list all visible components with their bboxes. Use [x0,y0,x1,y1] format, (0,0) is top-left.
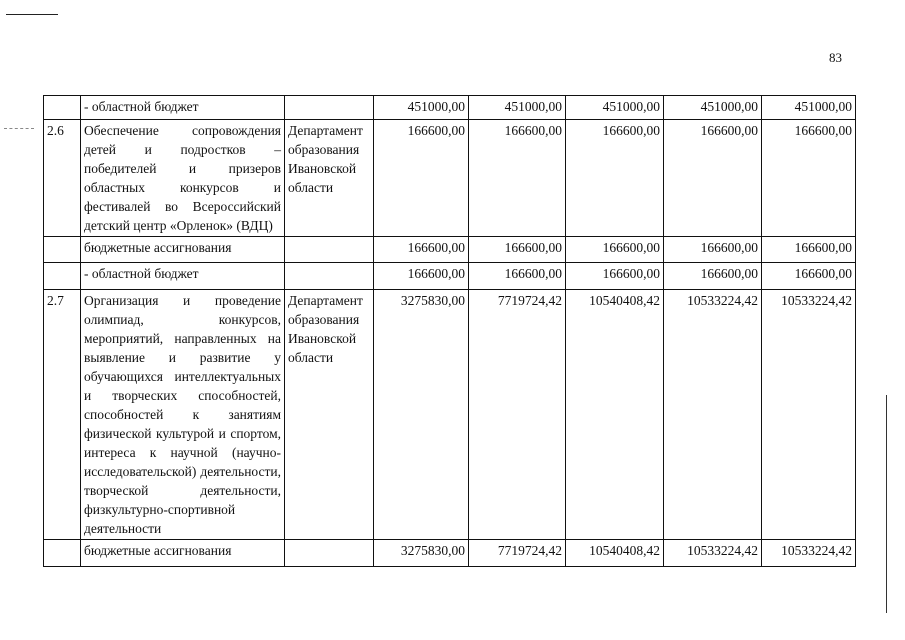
row-value: 166600,00 [566,237,664,263]
row-value: 10533224,42 [664,540,762,567]
row-value: 451000,00 [566,96,664,120]
scan-edge-line-top [6,14,58,15]
row-value: 166600,00 [374,237,469,263]
row-value: 451000,00 [374,96,469,120]
row-value: 166600,00 [566,120,664,237]
row-value: 10540408,42 [566,540,664,567]
row-value: 166600,00 [762,120,856,237]
row-description: бюджетные ассигнования [81,540,285,567]
table-row [44,263,856,290]
row-value: 166600,00 [469,237,566,263]
row-value: 10533224,42 [664,290,762,540]
table-row [44,290,856,540]
row-value: 166600,00 [469,263,566,290]
table-row [44,96,856,120]
row-value: 166600,00 [762,237,856,263]
row-description: - областной бюджет [81,263,285,290]
row-index [44,263,81,290]
row-value: 166600,00 [664,120,762,237]
row-value: 3275830,00 [374,290,469,540]
row-organization [285,96,374,120]
row-value: 7719724,42 [469,540,566,567]
row-organization: Департамент образования Ивановской области [285,120,374,237]
row-value: 10540408,42 [566,290,664,540]
row-value: 451000,00 [762,96,856,120]
row-value: 166600,00 [762,263,856,290]
row-value: 10533224,42 [762,290,856,540]
row-value: 166600,00 [566,263,664,290]
row-index [44,96,81,120]
page-number: 83 [829,50,842,65]
row-description: - областной бюджет [81,96,285,120]
table-row [44,540,856,567]
row-organization [285,237,374,263]
row-value: 3275830,00 [374,540,469,567]
row-value: 451000,00 [469,96,566,120]
row-value: 166600,00 [664,263,762,290]
table-row [44,237,856,263]
row-index: 2.7 [44,290,81,540]
row-value: 166600,00 [374,120,469,237]
row-index: 2.6 [44,120,81,237]
row-value: 166600,00 [664,237,762,263]
row-value: 451000,00 [664,96,762,120]
scan-edge-line-right [886,395,887,613]
row-organization: Департамент образования Ивановской области [285,290,374,540]
row-index [44,540,81,567]
row-description: Организация и проведение олимпиад, конкурсов, мероприятий, направленных на выявление и развитие у обучающихся интеллектуальных и творческих способностей, способностей к занятиям физической культурой и спортом, интереса к научной (научно-исследовательской) деятельности, творческой деятельности, физкультурно-спортивной деятельности [81,290,285,540]
row-index [44,237,81,263]
table-row [44,120,856,237]
scan-edge-mark-left [4,128,34,129]
row-value: 7719724,42 [469,290,566,540]
row-description: бюджетные ассигнования [81,237,285,263]
row-organization [285,540,374,567]
budget-table [43,95,856,567]
row-description: Обеспечение сопровождения детей и подростков – победителей и призеров областных конкурсов и фестивалей во Всероссийский детский центр «Орленок» (ВДЦ) [81,120,285,237]
row-value: 166600,00 [374,263,469,290]
row-value: 10533224,42 [762,540,856,567]
row-organization [285,263,374,290]
row-value: 166600,00 [469,120,566,237]
